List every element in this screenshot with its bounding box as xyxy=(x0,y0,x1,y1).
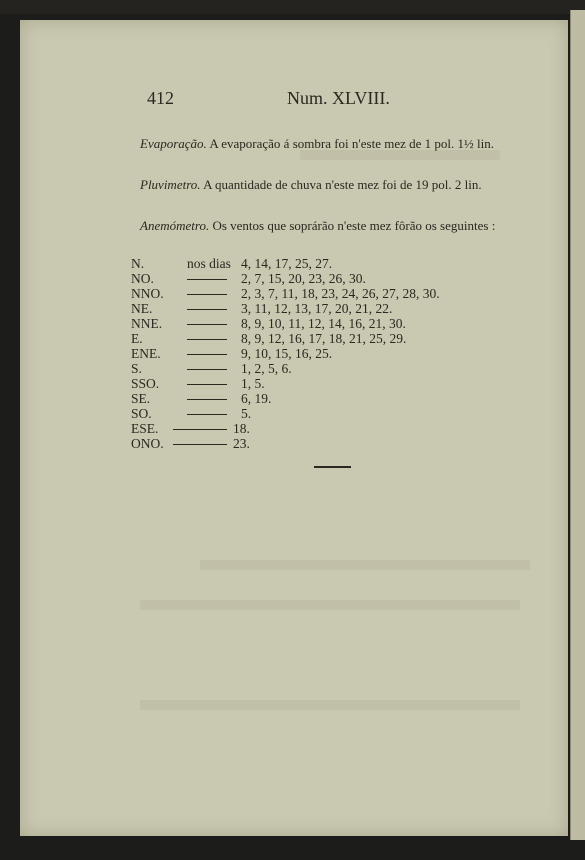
adjacent-page-edge xyxy=(570,10,585,840)
wind-direction: N. xyxy=(131,256,145,271)
wind-direction: NO. xyxy=(131,271,154,286)
wind-separator-dash xyxy=(187,324,227,325)
wind-direction: NE. xyxy=(131,301,153,316)
wind-days: 2, 7, 15, 20, 23, 26, 30. xyxy=(241,271,366,286)
running-title: Num. XLVIII. xyxy=(287,88,390,108)
wind-direction: E. xyxy=(131,331,143,346)
wind-separator-dash xyxy=(173,444,227,445)
wind-days: 8, 9, 10, 11, 12, 14, 16, 21, 30. xyxy=(241,316,406,331)
wind-separator-dash xyxy=(187,279,227,280)
wind-days: 9, 10, 15, 16, 25. xyxy=(241,346,333,361)
wind-separator-dash xyxy=(187,294,227,295)
wind-separator-dash xyxy=(187,384,227,385)
wind-days: 5. xyxy=(241,406,252,421)
page-header xyxy=(147,88,407,110)
paragraph-text: Os ventos que soprárão n'este mez fôrão os seguintes : xyxy=(209,218,496,233)
paragraph-text: A evaporação á sombra foi n'este mez de 1 pol. 1½ lin. xyxy=(206,136,494,151)
wind-days: 6, 19. xyxy=(241,391,272,406)
page-number: 412 xyxy=(147,88,174,108)
wind-direction: SO. xyxy=(131,406,152,421)
wind-direction: SSO. xyxy=(131,376,160,391)
wind-separator-dash xyxy=(187,414,227,415)
wind-separator-dash xyxy=(187,309,227,310)
paragraph-label: Pluvimetro. xyxy=(140,177,201,192)
wind-direction: SE. xyxy=(131,391,151,406)
wind-days: 8, 9, 12, 16, 17, 18, 21, 25, 29. xyxy=(241,331,407,346)
wind-days: 3, 11, 12, 13, 17, 20, 21, 22. xyxy=(241,301,393,316)
wind-separator-dash xyxy=(187,339,227,340)
paragraph-label: Evaporação. xyxy=(140,136,207,151)
wind-direction: S. xyxy=(131,361,142,376)
wind-separator-dash xyxy=(187,354,227,355)
scan-top-border xyxy=(0,0,585,14)
paragraph-text: A quantidade de chuva n'este mez foi de 19 pol. 2 lin. xyxy=(200,177,482,192)
wind-direction: NNO. xyxy=(131,286,164,301)
wind-direction: ENE. xyxy=(131,346,161,361)
wind-separator-dash xyxy=(187,399,227,400)
paragraph-pluvimetro xyxy=(140,176,530,193)
wind-separator-dash xyxy=(187,369,227,370)
wind-days: 4, 14, 17, 25, 27. xyxy=(241,256,333,271)
wind-direction: ESE. xyxy=(131,421,159,436)
wind-days: 1, 5. xyxy=(241,376,265,391)
wind-separator-dash xyxy=(173,429,227,430)
wind-separator-text: nos dias xyxy=(187,256,231,271)
wind-days: 23. xyxy=(233,436,250,451)
paragraph-label: Anemómetro. xyxy=(140,218,210,233)
wind-direction: ONO. xyxy=(131,436,164,451)
paragraph-evaporacao xyxy=(140,135,530,152)
wind-direction: NNE. xyxy=(131,316,163,331)
section-divider xyxy=(314,466,351,468)
wind-days: 1, 2, 5, 6. xyxy=(241,361,292,376)
wind-days: 2, 3, 7, 11, 18, 23, 24, 26, 27, 28, 30. xyxy=(241,286,440,301)
paragraph-anemometro xyxy=(140,217,530,234)
wind-days: 18. xyxy=(233,421,250,436)
